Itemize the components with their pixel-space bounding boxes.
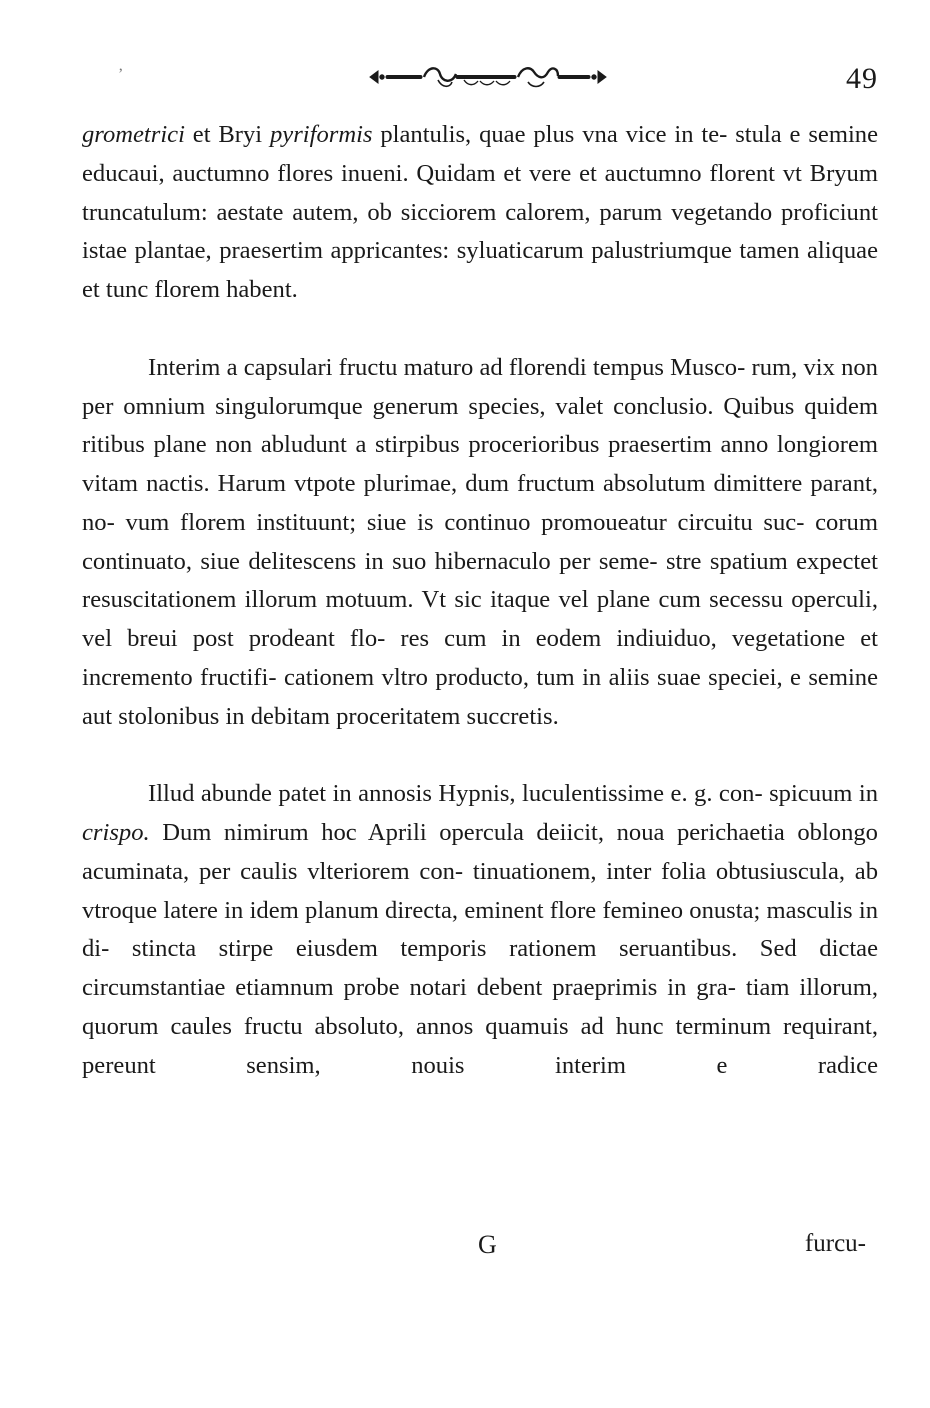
text-line: planum directa, eminent flore femineo onusta; masculis in di- [82, 896, 878, 963]
text-line: tinuationem, inter folia obtusiuscula, ab vtroque latere in idem [82, 857, 878, 924]
text-line: rum, vix non per omnium singulorumque generum species, valet [82, 353, 878, 420]
text-fragment: grometrici [82, 121, 185, 148]
text-line: stincta stirpe eiusdem temporis rationem seruantibus. Sed dictae [131, 935, 878, 963]
text-line: praesertim appricantes: syluaticarum palustriumque tamen aliquae [219, 237, 878, 265]
text-line: procerioribus praesertim anno longiorem vitam nactis. Harum [82, 431, 878, 497]
page-number: 49 [846, 62, 878, 95]
text-fragment: Dum nimirum hoc Aprili opercula deiicit, [149, 819, 605, 846]
text-line: vum florem instituunt; siue is continuo promoueatur circuitu suc- [125, 508, 805, 536]
text-line: hunc terminum requirant, pereunt sensim, nouis interim e radice [82, 1012, 878, 1079]
text-line: stolonibus in debitam proceritatem succretis. [118, 702, 559, 730]
text-line: res cum in eodem indiuiduo, vegetatione et incremento fructifi- [82, 625, 878, 691]
text-fragment: spicuum in [769, 780, 879, 808]
text-fragment: pyriformis [270, 121, 373, 148]
text-line: tiam illorum, quorum caules fructu absoluto, annos quamuis ad [82, 974, 878, 1040]
text-line: corum continuato, siue delitescens in suo hibernaculo per seme- [82, 508, 878, 575]
text-fragment: et Bryi [184, 121, 270, 148]
text-line: circumstantiae etiamnum probe notari debent praeprimis in gra- [82, 974, 736, 1001]
main-text [82, 116, 878, 1085]
text-line: vere et auctumno florent vt Bryum truncatulum: aestate autem, [82, 159, 878, 226]
paragraph-2 [82, 349, 878, 737]
text-line: et tunc florem habent. [82, 276, 298, 303]
text-line: ob sicciorem calorem, parum vegetando proficiunt istae plantae, [82, 198, 878, 265]
text-line: conclusio. Quibus quidem ritibus plane non abludunt a stirpibus [82, 392, 878, 459]
text-line: noua perichaetia oblongo acuminata, per caulis vlteriorem con- [82, 819, 878, 885]
signature-mark: G [478, 1230, 497, 1259]
text-line: Illud abunde patet in annosis Hypnis, luculentissime e. g. con- [148, 780, 763, 808]
head-ornament-icon [368, 62, 608, 92]
text-line: cationem vltro producto, tum in aliis suae speciei, e semine aut [82, 663, 879, 730]
text-line: stre spatium expectet resuscitationem illorum motuum. Vt sic [82, 547, 878, 614]
page-header [0, 58, 930, 98]
text-line: vtpote plurimae, dum fructum absolutum dimittere parant, no- [82, 470, 878, 536]
text-fragment: crispo. [82, 819, 150, 846]
text-line: Interim a capsulari fructu maturo ad florendi tempus Musco- [148, 353, 746, 381]
paragraph-3 [82, 775, 878, 1085]
text-line: itaque vel plane cum secessu operculi, vel breui post prodeant flo- [82, 586, 878, 652]
page-footer [0, 1230, 930, 1280]
catchword: furcu- [804, 1230, 866, 1257]
paragraph-1 [82, 116, 878, 310]
text-line: stula e semine educaui, auctumno flores inueni. Quidam et [82, 121, 878, 187]
text-fragment: plantulis, quae plus vna vice in te- [372, 121, 728, 148]
stray-ink-mark: ʼ [118, 66, 124, 83]
